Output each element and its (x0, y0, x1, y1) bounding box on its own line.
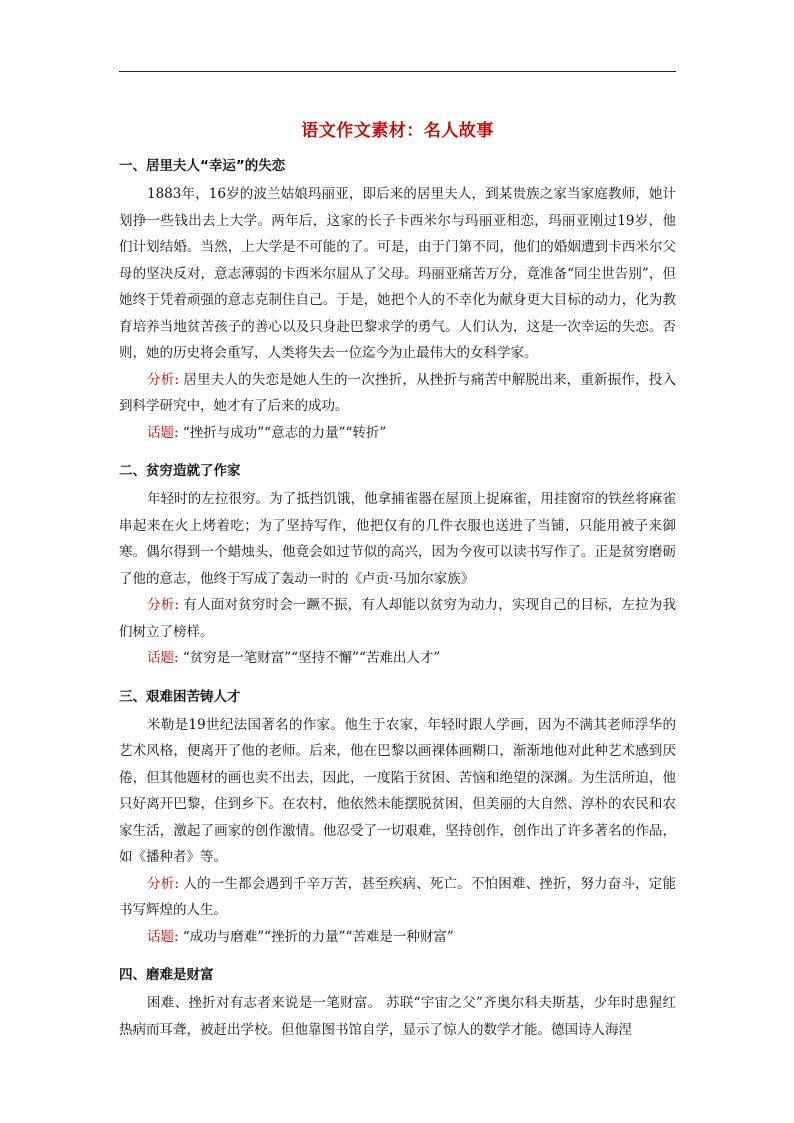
analysis-label: 分析: (147, 371, 179, 388)
topic-label: 话题: (147, 928, 179, 945)
analysis-text: 居里夫人的失恋是她人生的一次挫折，从挫折与痛苦中解脱出来，重新振作，投入到科学研究中，她才有了后来的成功。 (119, 371, 676, 414)
topic-line (119, 645, 676, 672)
story-section-3 (119, 686, 676, 951)
section-heading: 三、艰难困苦铸人才 (119, 688, 241, 705)
story-section-1 (119, 155, 676, 446)
analysis-text: 有人面对贫穷时会一蹶不振，有人却能以贫穷为动力，实现自己的目标，左拉为我们树立了榜样。 (119, 597, 676, 640)
topic-text: “挫折与成功”“意志的力量”“转折” (182, 424, 387, 441)
section-heading: 一、居里夫人“幸运”的失恋 (119, 158, 286, 174)
analysis-line (119, 871, 676, 924)
story-paragraph: 困难、挫折对有志者来说是一笔财富。 苏联“宇宙之父”齐奥尔科夫斯基，少年时患猩红热病而耳聋，被赶出学校。但他靠图书馆自学，显示了惊人的数学才能。德国诗人海涅 (119, 995, 676, 1038)
topic-line (119, 924, 676, 951)
topic-label: 话题: (147, 650, 179, 666)
analysis-label: 分析: (147, 875, 179, 892)
topic-label: 话题: (147, 424, 179, 441)
story-section-4 (119, 964, 676, 1043)
section-heading: 四、磨难是财富 (119, 967, 214, 983)
header-rule (119, 71, 676, 72)
story-paragraph: 年轻时的左拉很穷。为了抵挡饥饿，他拿捕雀器在屋顶上捉麻雀，用挂窗帘的铁丝将麻雀串起来在火上烤着吃；为了坚持写作，他把仅有的几件衣服也送进了当铺，只能用被子来御寒。偶尔得到一个蜡烛头，他竟会如过节似的高兴，因为今夜可以读书写作了。正是贫穷磨砺了他的意志，他终于写成了轰动一时的《卢贡·马加尔家族》 (119, 491, 676, 587)
analysis-text: 人的一生都会遇到千辛万苦，甚至疾病、死亡。不怕困难、挫折，努力奋斗，定能书写辉煌的人生。 (119, 875, 676, 918)
analysis-label: 分析: (147, 597, 179, 613)
topic-text: “成功与磨难”“挫折的力量”“苦难是一种财富” (182, 928, 454, 945)
story-paragraph: 1883年，16岁的波兰姑娘玛丽亚，即后来的居里夫人，到某贵族之家当家庭教师，她计划挣一些钱出去上大学。两年后，这家的长子卡西米尔与玛丽亚相恋，玛丽亚刚过19岁，他们计划结婚。当然，上大学是不可能的了。可是，由于门第不同，他们的婚姻遭到卡西米尔父母的坚决反对，意志薄弱的卡西米尔屈从了父母。玛丽亚痛苦万分，竟准备“同尘世告别”，但她终于凭着顽强的意志克制住自己。于是，她把个人的不幸化为献身更大目标的动力，化为教育培养当地贫苦孩子的善心以及只身赴巴黎求学的勇气。人们认为，这是一次幸运的失恋。否则，她的历史将会重写，人类将失去一位迄今为止最伟大的女科学家。 (119, 186, 676, 361)
document-title: 语文作文素材：名人故事 (301, 121, 494, 141)
analysis-line (119, 592, 676, 645)
document-body (119, 108, 676, 1057)
story-paragraph: 米勒是19世纪法国著名的作家。他生于农家，年轻时跟人学画，因为不满其老师浮华的艺术风格，便离开了他的老师。后来，他在巴黎以画裸体画糊口，渐渐地他对此种艺术感到厌倦，但其他题材的画也卖不出去，因此，一度陷于贫困、苦恼和绝望的深渊。为生活所迫，他只好离开巴黎，住到乡下。在农村，他依然未能摆脱贫困，但美丽的大自然、淳朴的农民和农家生活，激起了画家的创作激情。他忍受了一切艰难，坚持创作，创作出了许多著名的作品，如《播种者》等。 (119, 716, 676, 865)
analysis-line (119, 367, 676, 420)
story-section-2 (119, 460, 676, 672)
section-heading: 二、贫穷造就了作家 (119, 463, 241, 479)
topic-line (119, 420, 676, 447)
topic-text: “贫穷是一笔财富”“坚持不懈”“苦难出人才” (182, 650, 441, 666)
